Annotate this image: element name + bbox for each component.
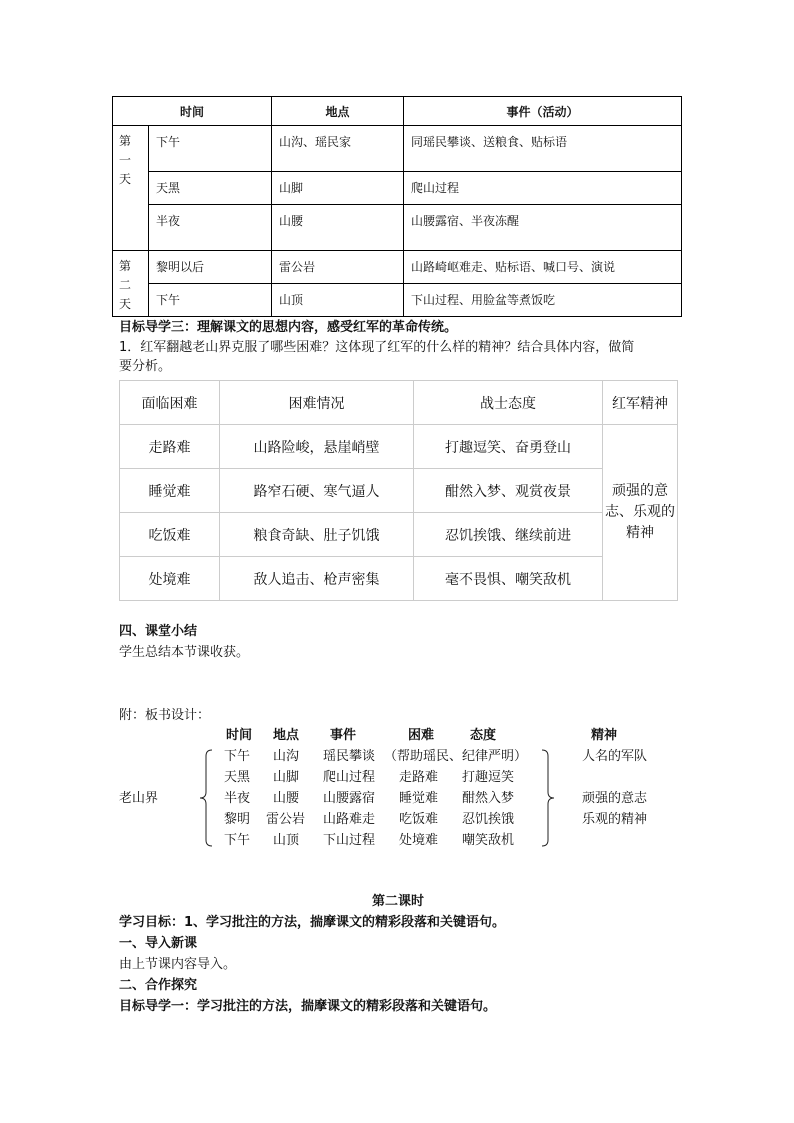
lesson2-objective: 学习目标：1、学习批注的方法，揣摩课文的精彩段落和关键语句。 xyxy=(119,915,506,930)
table-row xyxy=(113,126,682,172)
board-row-place: 山腰 xyxy=(273,791,300,806)
schedule-table xyxy=(112,96,682,317)
board-row-difficulty: 处境难 xyxy=(399,833,439,848)
header-place: 地点 xyxy=(272,97,404,126)
board-row-event: 山路难走 xyxy=(323,812,376,827)
board-row-place: 山顶 xyxy=(273,833,300,848)
board-row-difficulty: 睡觉难 xyxy=(399,791,439,806)
table-row xyxy=(113,251,682,284)
header-situation: 困难情况 xyxy=(220,381,414,425)
right-brace-icon xyxy=(540,748,556,848)
time-cell: 下午 xyxy=(149,126,272,172)
board-row-extra: （帮助瑶民、纪律严明） xyxy=(384,749,528,764)
left-brace-icon xyxy=(198,748,214,848)
header-attitude: 战士态度 xyxy=(414,381,603,425)
summary-heading: 四、课堂小结 xyxy=(119,624,198,639)
board-row-attitude: 忍饥挨饿 xyxy=(462,812,515,827)
board-header-time: 时间 xyxy=(226,728,253,743)
situation-cell: 山路险峻，悬崖峭壁 xyxy=(220,425,414,469)
board-label: 附：板书设计： xyxy=(119,708,211,723)
board-row-event: 爬山过程 xyxy=(323,770,376,785)
difficulty-table xyxy=(119,380,678,601)
board-row-event: 下山过程 xyxy=(323,833,376,848)
summary-text: 学生总结本节课收获。 xyxy=(119,645,250,660)
time-cell: 下午 xyxy=(149,284,272,317)
event-cell: 同瑶民攀谈、送粮食、贴标语 xyxy=(404,126,682,172)
difficulty-cell: 走路难 xyxy=(120,425,220,469)
table-row xyxy=(113,172,682,205)
table-row xyxy=(113,284,682,317)
table-row xyxy=(120,557,678,601)
time-cell: 天黑 xyxy=(149,172,272,205)
board-row-attitude: 打趣逗笑 xyxy=(462,770,515,785)
difficulty-cell: 吃饭难 xyxy=(120,513,220,557)
lesson2-goal1: 目标导学一：学习批注的方法，揣摩课文的精彩段落和关键语句。 xyxy=(119,999,497,1014)
event-cell: 爬山过程 xyxy=(404,172,682,205)
spirit-cell: 顽强的意 志、乐观的 精神 xyxy=(603,425,678,601)
board-row-place: 山脚 xyxy=(273,770,300,785)
day-one-label: 第 一 天 xyxy=(113,126,149,251)
place-cell: 雷公岩 xyxy=(272,251,404,284)
table-row xyxy=(120,469,678,513)
place-cell: 山顶 xyxy=(272,284,404,317)
board-root: 老山界 xyxy=(119,791,159,806)
board-row-place: 山沟 xyxy=(273,749,300,764)
attitude-cell: 打趣逗笑、奋勇登山 xyxy=(414,425,603,469)
situation-cell: 路窄石硬、寒气逼人 xyxy=(220,469,414,513)
header-time: 时间 xyxy=(113,97,272,126)
board-spirit: 乐观的精神 xyxy=(582,812,648,827)
board-header-place: 地点 xyxy=(273,728,300,743)
table-row xyxy=(120,513,678,557)
board-header-event: 事件 xyxy=(330,728,357,743)
event-cell: 下山过程、用脸盆等煮饭吃 xyxy=(404,284,682,317)
difficulty-cell: 睡觉难 xyxy=(120,469,220,513)
lesson2-title: 第二课时 xyxy=(371,894,424,909)
situation-cell: 敌人追击、枪声密集 xyxy=(220,557,414,601)
board-row-attitude: 酣然入梦 xyxy=(462,791,515,806)
board-row-time: 天黑 xyxy=(224,770,251,785)
table-header-row xyxy=(120,381,678,425)
board-row-time: 半夜 xyxy=(224,791,251,806)
situation-cell: 粮食奇缺、肚子饥饿 xyxy=(220,513,414,557)
board-row-event: 瑶民攀谈 xyxy=(323,749,376,764)
event-cell: 山路崎岖难走、贴标语、喊口号、演说 xyxy=(404,251,682,284)
difficulty-cell: 处境难 xyxy=(120,557,220,601)
attitude-cell: 酣然入梦、观赏夜景 xyxy=(414,469,603,513)
board-row-time: 黎明 xyxy=(224,812,251,827)
goal3-question-line2: 要分析。 xyxy=(119,359,172,374)
place-cell: 山沟、瑶民家 xyxy=(272,126,404,172)
board-header-difficulty: 困难 xyxy=(408,728,435,743)
goal3-question-line1: 1．红军翻越老山界克服了哪些困难？这体现了红军的什么样的精神？结合具体内容，做简 xyxy=(119,340,635,355)
header-difficulty: 面临困难 xyxy=(120,381,220,425)
board-spirit: 人名的军队 xyxy=(582,749,648,764)
attitude-cell: 毫不畏惧、嘲笑敌机 xyxy=(414,557,603,601)
board-header-attitude: 态度 xyxy=(470,728,497,743)
board-row-difficulty: 吃饭难 xyxy=(399,812,439,827)
day-two-label: 第 二 天 xyxy=(113,251,149,317)
lesson2-section2: 二、合作探究 xyxy=(119,978,198,993)
table-header-row xyxy=(113,97,682,126)
board-row-event: 山腰露宿 xyxy=(323,791,376,806)
board-row-place: 雷公岩 xyxy=(266,812,306,827)
board-row-time: 下午 xyxy=(224,833,251,848)
board-spirit: 顽强的意志 xyxy=(582,791,648,806)
table-row xyxy=(113,205,682,251)
lesson2-section1-text: 由上节课内容导入。 xyxy=(119,957,237,972)
time-cell: 黎明以后 xyxy=(149,251,272,284)
header-spirit: 红军精神 xyxy=(603,381,678,425)
board-row-time: 下午 xyxy=(224,749,251,764)
board-header-spirit: 精神 xyxy=(591,728,618,743)
place-cell: 山腰 xyxy=(272,205,404,251)
header-event: 事件（活动） xyxy=(404,97,682,126)
time-cell: 半夜 xyxy=(149,205,272,251)
attitude-cell: 忍饥挨饿、继续前进 xyxy=(414,513,603,557)
board-row-difficulty: 走路难 xyxy=(399,770,439,785)
place-cell: 山脚 xyxy=(272,172,404,205)
board-row-attitude: 嘲笑敌机 xyxy=(462,833,515,848)
event-cell: 山腰露宿、半夜冻醒 xyxy=(404,205,682,251)
goal3-heading: 目标导学三：理解课文的思想内容，感受红军的革命传统。 xyxy=(119,320,458,335)
table-row xyxy=(120,425,678,469)
lesson2-section1: 一、导入新课 xyxy=(119,936,198,951)
